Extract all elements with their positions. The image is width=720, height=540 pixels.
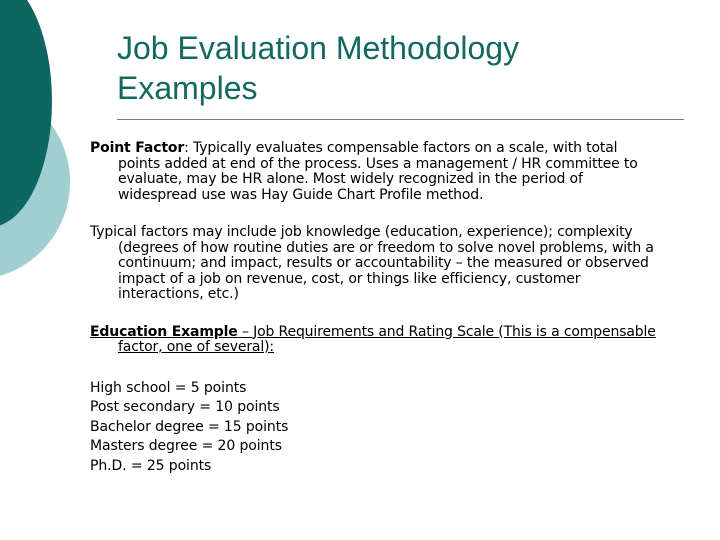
rating-scale-item: Bachelor degree = 15 points — [90, 418, 289, 435]
education-example-label: Education Example — [90, 323, 238, 340]
rating-scale-item: Masters degree = 20 points — [90, 438, 282, 454]
rating-scale-item: Ph.D. = 25 points — [90, 457, 212, 474]
slide-title — [117, 28, 697, 108]
title-line-2: Examples — [117, 70, 258, 106]
rating-scale-item: Post secondary = 10 points — [90, 399, 280, 415]
title-line-1: Job Evaluation Methodology — [117, 30, 520, 66]
rating-scale-list — [90, 379, 660, 477]
typical-factors-text: Typical factors may include job knowledge (education, experience); complexity (degrees of how routine duties are or freedom to solve novel problems, with a continuum; and impact, results or accountability – the measured or observed impact of a job on revenue, cost, or things like efficiency, customer interactions, etc.) — [90, 224, 654, 302]
title-divider — [117, 119, 684, 120]
education-example-paragraph — [90, 325, 660, 356]
typical-factors-paragraph — [90, 225, 660, 303]
slide-body — [90, 141, 660, 476]
point-factor-text: : Typically evaluates compensable factors on a scale, with total points added at end of the process. Uses a management / HR committee to evaluate, may be HR alone. Most widely recognized in the period of widespread use was Hay Guide Chart Profile method. — [118, 140, 638, 203]
rating-scale-item: High school = 5 points — [90, 379, 247, 396]
education-example-text: – Job Requirements and Rating Scale (This is a compensable factor, one of several): — [118, 323, 656, 355]
point-factor-paragraph — [90, 141, 660, 203]
point-factor-label: Point Factor — [90, 140, 185, 156]
